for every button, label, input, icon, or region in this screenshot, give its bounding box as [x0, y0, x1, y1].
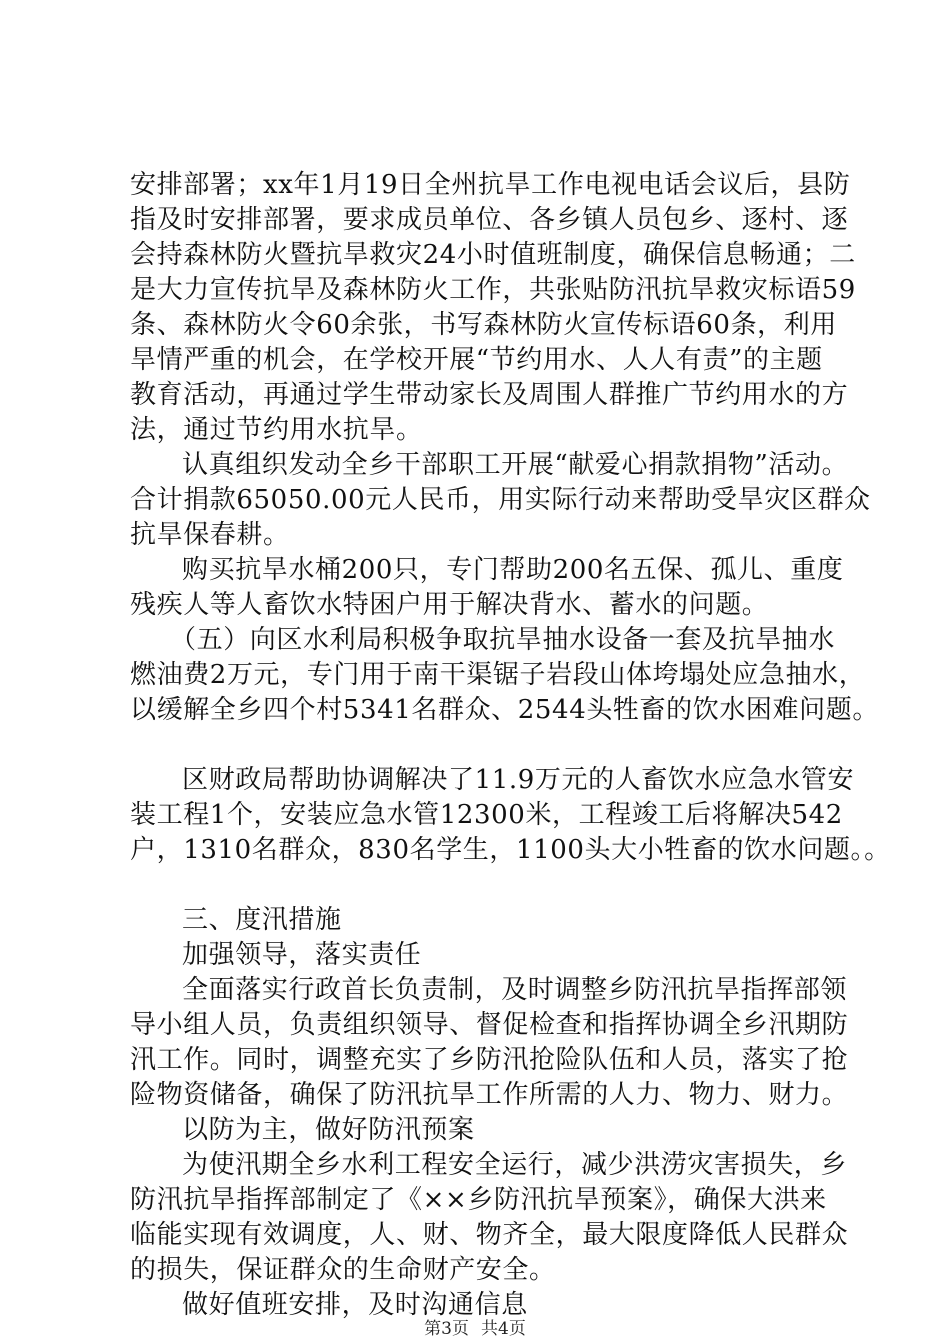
subsection-heading: 以防为主，做好防汛预案: [182, 1115, 475, 1145]
paragraph-start: 为使汛期全乡水利工程安全运行，减少洪涝灾害损失，乡: [182, 1150, 848, 1180]
subsection-heading: 做好值班安排，及时沟通信息: [182, 1290, 528, 1320]
page-total: 共4页: [481, 1319, 526, 1339]
paragraph-start: 购买抗旱水桶200只，专门帮助200名五保、孤儿、重度: [182, 555, 844, 585]
text-line: 防汛抗旱指挥部制定了《××乡防汛抗旱预案》，确保大洪来: [130, 1185, 827, 1215]
text-line: 以缓解全乡四个村5341名群众、2544头牲畜的饮水困难问题。: [130, 695, 879, 725]
text-line: 的损失，保证群众的生命财产安全。: [130, 1255, 556, 1285]
page-number: 第3页: [424, 1319, 469, 1339]
text-line: 旱情严重的机会，在学校开展“节约用水、人人有责”的主题: [130, 345, 823, 375]
paragraph-start: 区财政局帮助协调解决了11.9万元的人畜饮水应急水管安: [182, 765, 855, 795]
text-line: 条、森林防火令60余张，书写森林防火宣传标语60条，利用: [130, 310, 837, 340]
text-line: 法，通过节约用水抗旱。: [130, 415, 423, 445]
subsection-heading: 加强领导，落实责任: [182, 940, 422, 970]
text-line: 指及时安排部署，要求成员单位、各乡镇人员包乡、逐村、逐: [130, 205, 849, 235]
text-line: 合计捐款65050.00元人民币，用实际行动来帮助受旱灾区群众: [130, 485, 871, 515]
text-line: 抗旱保春耕。: [130, 520, 290, 550]
text-line: 临能实现有效调度，人、财、物齐全，最大限度降低人民群众: [130, 1220, 849, 1250]
paragraph-start: 全面落实行政首长负责制，及时调整乡防汛抗旱指挥部领: [182, 975, 848, 1005]
text-line: 险物资储备，确保了防汛抗旱工作所需的人力、物力、财力。: [130, 1080, 849, 1110]
text-line: 汛工作。同时，调整充实了乡防汛抢险队伍和人员，落实了抢: [130, 1045, 849, 1075]
text-line: 安排部署；xx年1月19日全州抗旱工作电视电话会议后，县防: [130, 170, 851, 200]
page-footer: [0, 1318, 950, 1340]
paragraph-start: （五）向区水利局积极争取抗旱抽水设备一套及抗旱抽水: [170, 625, 836, 655]
text-line: 残疾人等人畜饮水特困户用于解决背水、蓄水的问题。: [130, 590, 769, 620]
text-line: 教育活动，再通过学生带动家长及周围人群推广节约用水的方: [130, 380, 849, 410]
text-line: 会持森林防火暨抗旱救灾24小时值班制度，确保信息畅通；二: [130, 240, 856, 270]
text-line: 导小组人员，负责组织领导、督促检查和指挥协调全乡汛期防: [130, 1010, 849, 1040]
text-line: 燃油费2万元，专门用于南干渠锯子岩段山体垮塌处应急抽水，: [130, 660, 866, 690]
text-line: 装工程1个，安装应急水管12300米，工程竣工后将解决542: [130, 800, 843, 830]
text-line: 是大力宣传抗旱及森林防火工作，共张贴防汛抗旱救灾标语59: [130, 275, 856, 305]
text-line: 户，1310名群众，830名学生，1100头大小牲畜的饮水问题。。: [130, 835, 891, 865]
paragraph-start: 认真组织发动全乡干部职工开展“献爱心捐款捐物”活动。: [182, 450, 849, 480]
section-heading: 三、度汛措施: [182, 905, 342, 935]
